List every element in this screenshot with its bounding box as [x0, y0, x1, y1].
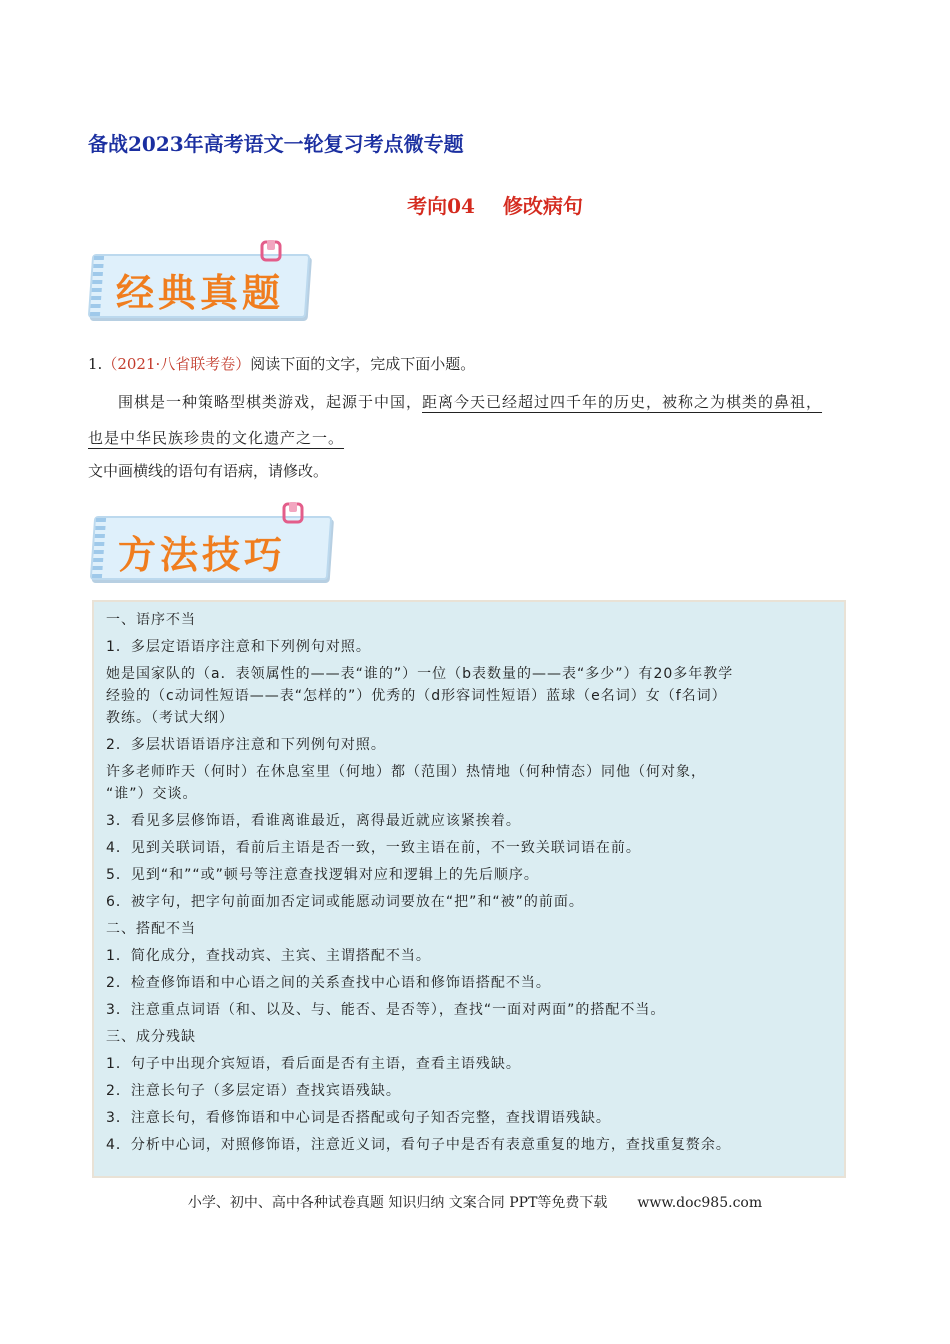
tip-line: 2．注意长句子（多层定语）查找宾语残缺。: [106, 1083, 401, 1099]
method-tips-label: 方法技巧: [118, 533, 287, 577]
tip-line: 经验的（c动词性短语——表“怎样的”）优秀的（d形容词性短语）蓝球（e名词）女（f名词）: [106, 688, 727, 704]
passage-underlined-1: 距离今天已经超过四千年的历史，被称之为棋类的鼻祖，: [422, 393, 823, 411]
question-number: 1.: [88, 355, 103, 373]
question-source: （2021·八省联考卷）: [102, 355, 251, 373]
tip-line: 1．句子中出现介宾短语，看后面是否有主语，查看主语残缺。: [106, 1056, 521, 1072]
topic-heading: [0, 190, 950, 219]
classic-questions-label: 经典真题: [116, 271, 285, 315]
tip-line: 5．见到“和”“或”顿号等注意查找逻辑对应和逻辑上的先后顺序。: [106, 867, 539, 883]
question-prompt: 阅读下面的文字，完成下面小题。: [250, 355, 476, 373]
passage-line-1: [88, 384, 863, 420]
tip-line: 1．简化成分，查找动宾、主宾、主谓搭配不当。: [106, 948, 431, 964]
footer-site-link[interactable]: www.doc985.com: [637, 1195, 763, 1211]
passage-line-2: [88, 420, 863, 456]
tip-line: 4．分析中心词，对照修饰语，注意近义词，看句子中是否有表意重复的地方，查找重复赘余。: [106, 1137, 731, 1153]
passage-plain: 围棋是一种策略型棋类游戏，起源于中国，: [118, 393, 423, 411]
paper-clip-icon: [282, 502, 304, 524]
tip-line: 3．注意重点词语（和、以及、与、能否、是否等），查找“一面对两面”的搭配不当。: [106, 1002, 666, 1018]
document-title: 备战2023年高考语文一轮复习考点微专题: [88, 132, 464, 156]
classic-questions-banner: [90, 246, 310, 316]
method-tips-box: [92, 600, 846, 1178]
tip-line: 二、搭配不当: [106, 921, 196, 937]
tip-line: 1．多层定语语序注意和下列例句对照。: [106, 639, 371, 655]
question-line: [88, 353, 475, 374]
question-instruction: 文中画横线的语句有语病，请修改。: [88, 462, 329, 480]
topic-name: 修改病句: [502, 194, 583, 218]
tip-line: 一、语序不当: [106, 612, 196, 628]
tip-line: 教练。（考试大纲）: [106, 710, 234, 726]
method-tips-banner: [92, 508, 332, 578]
page-footer: [0, 1192, 950, 1212]
tip-line: 她是国家队的（a．表领属性的——表“谁的”）一位（b表数量的——表“多少”）有20多年教学: [106, 666, 734, 682]
footer-text: 小学、初中、高中各种试卷真题 知识归纳 文案合同 PPT等免费下载: [187, 1195, 608, 1211]
paper-clip-icon: [260, 240, 282, 262]
passage-underlined-2: 也是中华民族珍贵的文化遗产之一。: [88, 429, 345, 447]
tip-line: 2．检查修饰语和中心语之间的关系查找中心语和修饰语搭配不当。: [106, 975, 551, 991]
tip-line: 三、成分残缺: [106, 1029, 196, 1045]
tip-line: 4．见到关联词语，看前后主语是否一致，一致主语在前，不一致关联词语在前。: [106, 840, 641, 856]
tip-line: 许多老师昨天（何时）在休息室里（何地）都（范围）热情地（何种情态）同他（何对象，: [106, 764, 706, 780]
tip-line: 3．看见多层修饰语，看谁离谁最近，离得最近就应该紧挨着。: [106, 813, 521, 829]
topic-number: 考向04: [407, 194, 475, 218]
tip-line: 6．被字句，把字句前面加否定词或能愿动词要放在“把”和“被”的前面。: [106, 894, 584, 910]
tip-line: 3．注意长句，看修饰语和中心词是否搭配或句子知否完整，查找谓语残缺。: [106, 1110, 611, 1126]
tip-line: “谁”）交谈。: [106, 786, 198, 802]
tip-line: 2．多层状语语语序注意和下列例句对照。: [106, 737, 386, 753]
